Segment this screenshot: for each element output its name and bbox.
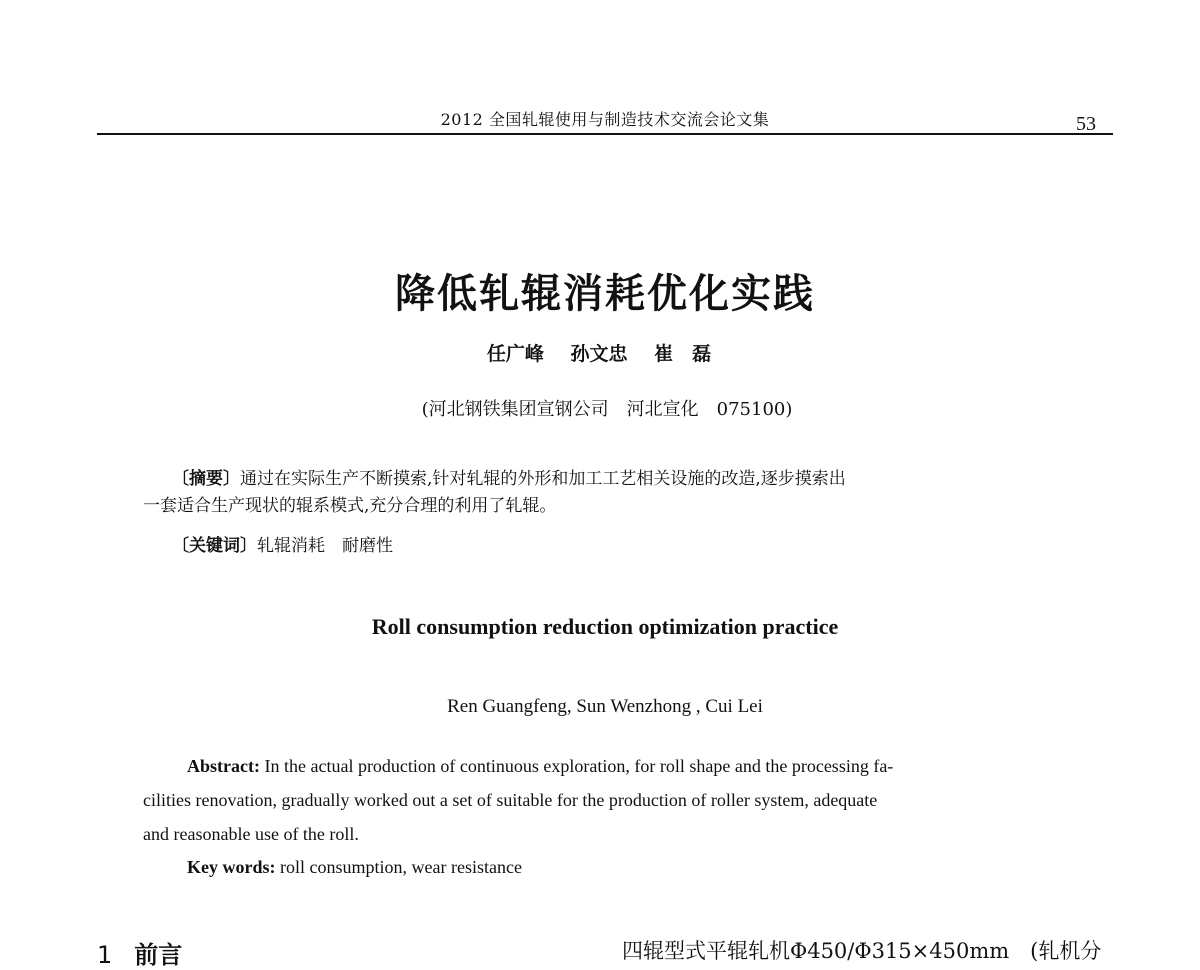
page-number: 53 — [1076, 113, 1096, 135]
keywords-cn-label: 〔关键词〕 — [172, 536, 257, 556]
english-authors: Ren Guangfeng, Sun Wenzhong , Cui Lei — [447, 696, 763, 717]
section-title: 前言 — [134, 941, 183, 969]
author-list — [0, 339, 1198, 366]
author-name: 孙文忠 — [570, 343, 628, 365]
affiliation: (河北钢铁集团宣钢公司 河北宣化 075100) — [421, 399, 793, 420]
keywords-en — [187, 850, 522, 884]
section-heading — [97, 935, 182, 970]
abstract-cn-line: 一套适合生产现状的辊系模式,充分合理的利用了轧辊。 — [143, 496, 557, 516]
abstract-cn — [172, 466, 846, 492]
abstract-en — [187, 749, 893, 783]
abstract-cn-label: 〔摘要〕 — [172, 469, 240, 489]
abstract-cn-line: 通过在实际生产不断摸索,针对轧辊的外形和加工工艺相关设施的改造,逐步摸索出 — [240, 469, 846, 489]
abstract-en-label: Abstract: — [187, 756, 260, 776]
section-number: 1 — [97, 941, 113, 969]
keywords-en-label: Key words: — [187, 857, 276, 877]
author-name: 崔 磊 — [654, 343, 712, 365]
paper-title: 降低轧辊消耗优化实践 — [395, 271, 815, 317]
english-title: Roll consumption reduction optimization practice — [371, 614, 839, 639]
author-name: 任广峰 — [486, 343, 544, 365]
abstract-en-line: and reasonable use of the roll. — [143, 824, 359, 844]
abstract-en-line: In the actual production of continuous exploration, for roll shape and the processing fa- — [259, 756, 894, 776]
keywords-en-text: roll consumption, wear resistance — [275, 857, 522, 877]
keywords-cn — [172, 533, 393, 559]
keywords-cn-text: 轧辊消耗 耐磨性 — [257, 536, 393, 556]
running-header: 2012 全国轧辊使用与制造技术交流会论文集 — [440, 110, 770, 129]
body-text-cut: 四辊型式平辊轧机Φ450/Φ315×450mm (轧机分 — [622, 939, 1102, 963]
abstract-en-line: cilities renovation, gradually worked out a set of suitable for the production of roller system, adequate — [143, 790, 878, 810]
header-rule — [97, 133, 1113, 135]
